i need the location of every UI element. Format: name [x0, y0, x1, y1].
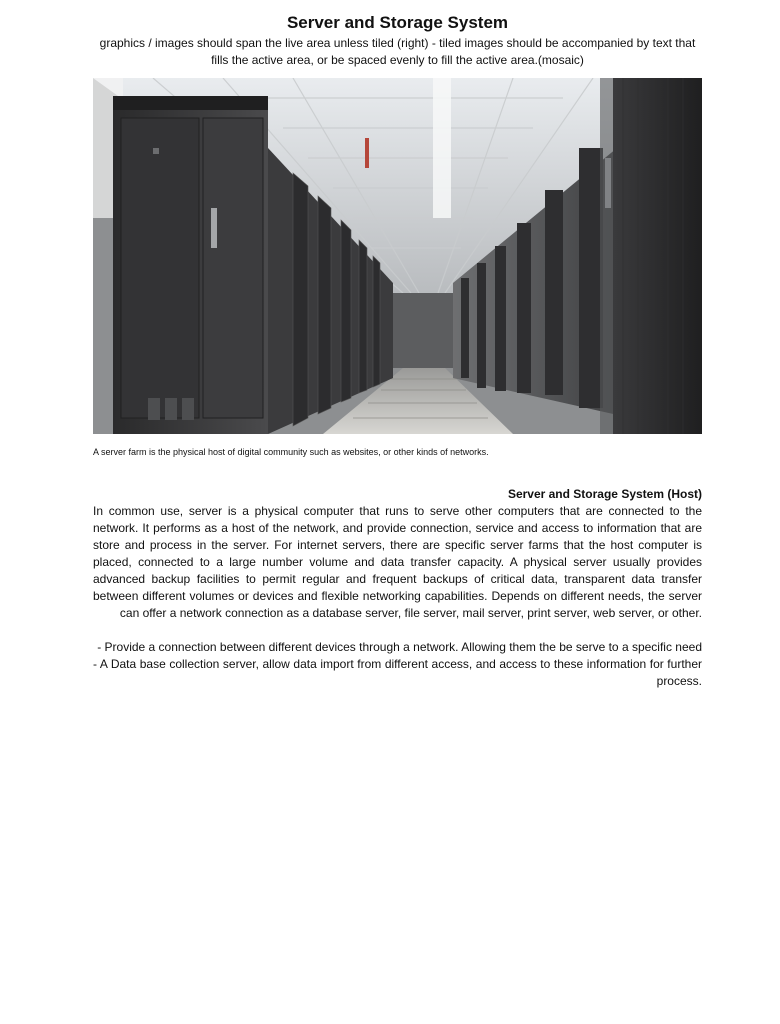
- page-title: Server and Storage System: [286, 13, 509, 32]
- page-subtitle: graphics / images should span the live area unless tiled (right) - tiled images should be accompanied by text that fills the active area, or be spaced evenly to fill the active area.(mosaic): [99, 36, 696, 67]
- document-page: [93, 12, 702, 688]
- bullet-list: [93, 639, 702, 690]
- section-paragraph: In common use, server is a physical computer that runs to serve other computers that are connected to the network. It performs as a host of the network, and provide connection, service and access to information that are store and process in the server. For internet servers, there are specific server farms that the host computer is placed, connected to a large number volume and data transfer capacity. A physical server usually provides advanced backup facilities to permit regular and frequent backups of critical data, transparent data transfer between different volumes or devices and flexible networking capabilities. Depends on different needs, the server can offer a network connection as a database server, file server, mail server, print server, web server, or other.: [93, 504, 702, 620]
- server-farm-photo: [93, 78, 702, 434]
- section-heading: Server and Storage System (Host): [507, 487, 702, 501]
- host-section: [93, 486, 702, 690]
- list-item: - Provide a connection between different devices through a network. Allowing them the be serve to a specific need: [97, 640, 702, 654]
- list-item: - A Data base collection server, allow data import from different access, and access to these information for further process.: [93, 657, 702, 688]
- photo-caption: A server farm is the physical host of digital community such as websites, or other kinds of networks.: [93, 447, 489, 457]
